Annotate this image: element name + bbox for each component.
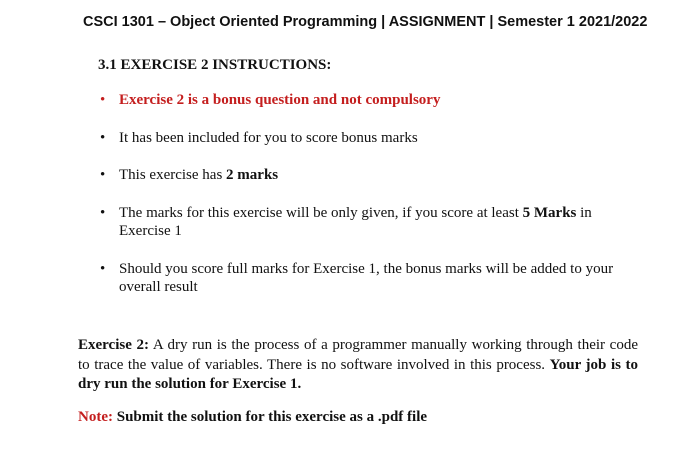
list-item-full-marks: [100, 260, 645, 297]
bullet-icon: •: [100, 167, 106, 183]
bullet-text: Exercise 2 is a bonus question and not compulsory: [119, 92, 441, 108]
bullet-icon: •: [100, 92, 106, 108]
bullet-text: This exercise has: [119, 167, 227, 183]
list-item-condition: [100, 204, 645, 241]
list-item-bonus: [100, 91, 645, 110]
list-item-purpose: [100, 129, 645, 148]
exercise-body: A dry run is the process of a programmer manually working through their code to trace the value of variables. There is no software involved in this process.: [78, 337, 638, 373]
document-header: CSCI 1301 – Object Oriented Programming | ASSIGNMENT | Semester 1 2021/2022: [83, 14, 648, 30]
instructions-list: [100, 91, 645, 297]
bullet-icon: •: [100, 129, 106, 146]
bullet-icon: •: [100, 204, 106, 221]
bullet-text: It has been included for you to score bonus marks: [119, 129, 418, 146]
section-title: 3.1 EXERCISE 2 INSTRUCTIONS:: [98, 57, 332, 73]
bullet-bold-text: 2 marks: [226, 167, 279, 183]
exercise-emphasis: Your job is to dry run the solution for Exercise 1.: [78, 356, 638, 392]
exercise-description: [78, 336, 638, 395]
bullet-bold-text: 5 Marks: [522, 204, 577, 221]
bullet-text-tail: in Exercise 1: [119, 204, 592, 239]
submission-note: [78, 409, 427, 426]
exercise-label: Exercise 2:: [78, 337, 150, 353]
note-label: Note:: [78, 409, 113, 425]
bullet-icon: •: [100, 260, 106, 277]
bullet-text: The marks for this exercise will be only given, if you score at least: [119, 204, 523, 221]
note-text: Submit the solution for this exercise as a .pdf file: [112, 409, 428, 425]
list-item-marks: [100, 166, 645, 185]
bullet-text: Should you score full marks for Exercise 1, the bonus marks will be added to your overall result: [119, 260, 614, 295]
